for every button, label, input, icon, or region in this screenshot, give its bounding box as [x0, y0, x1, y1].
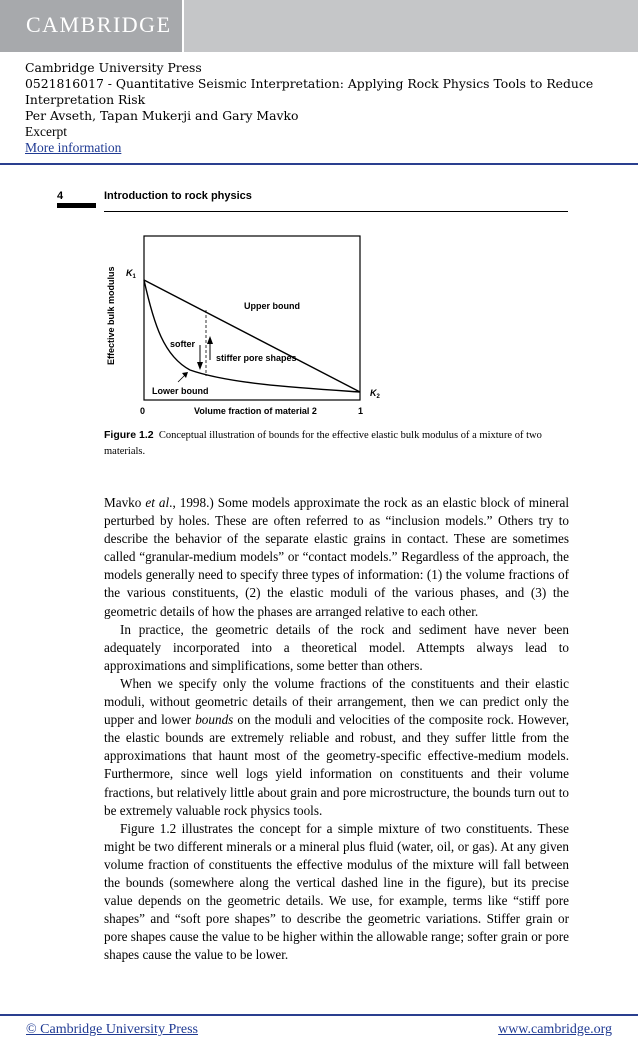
- x-tick-0: 0: [140, 406, 146, 416]
- excerpt-label: Excerpt: [25, 124, 67, 139]
- upper-bound-line: [144, 280, 360, 392]
- running-head: Introduction to rock physics: [104, 190, 252, 202]
- book-title-line2: Interpretation Risk: [25, 92, 146, 107]
- header-rule: [0, 163, 638, 165]
- page-number-bar: [57, 203, 96, 208]
- banner-divider: [182, 0, 184, 52]
- caption-text: Conceptual illustration of bounds for the effective elastic bulk modulus of a mixture of two materials.: [104, 430, 542, 457]
- publisher-name: Cambridge University Press: [25, 60, 202, 75]
- paragraph-1: Mavko et al., 1998.) Some models approximate the rock as an elastic block of mineral perturbed by holes. These are often referred to as “inclusion models.” Others try to describe the behavior of the separate elastic grains in contact. These are sometimes called “granular-medium models” or “contact models.” Regardless of the approach, the models generally need to specify three types of information: (1) the volume fractions of the various constituents, (2) the elastic moduli of the various phases, and (3) the geometric details of how the phases are arranged relative to each other.: [104, 495, 569, 619]
- copyright-link[interactable]: © Cambridge University Press: [26, 1022, 199, 1037]
- y-axis-label: Effective bulk modulus: [106, 266, 116, 365]
- figure-caption: [104, 427, 572, 460]
- paragraph-2: In practice, the geometric details of the rock and sediment have never been adequately incorporated into a theoretical model. Attempts always lead to approximations and simplifications, some better than others.: [104, 621, 569, 673]
- x-tick-1: 1: [358, 406, 364, 416]
- bounds-figure: [100, 230, 390, 420]
- paragraph-4: Figure 1.2 illustrates the concept for a simple mixture of two constituents. These might be two different minerals or a mineral plus fluid (water, oil, or gas). At any given volume fraction of constituents the effective modulus of the mixture will fall between the bounds (somewhere along the vertical dashed line in the figure), but its precise value depends on the geometric details. We use, for example, terms like “stiff pore shapes” and “soft pore shapes” to describe the geometric variations. Stiffer grain or pore shapes cause the value to be higher within the allowable range; softer grain or pore shapes cause the value to be lower.: [104, 820, 569, 963]
- softer-arrowhead: [197, 362, 203, 370]
- k2-label: $K_2$: [370, 388, 380, 400]
- body-text: [104, 494, 569, 964]
- cambridge-logo: CAMBRIDGE: [26, 12, 172, 37]
- lower-bound-label: Lower bound: [152, 386, 209, 396]
- upper-bound-label: Upper bound: [244, 301, 300, 311]
- caption-label: Figure 1.2: [104, 429, 154, 441]
- footer-rule: [0, 1014, 638, 1016]
- stiffer-arrowhead: [207, 336, 213, 344]
- x-axis-label: Volume fraction of material 2: [194, 406, 317, 416]
- paragraph-3: When we specify only the volume fractions of the constituents and their elastic moduli, without geometric details of their arrangement, then we can predict only the upper and lower bounds on the moduli and velocities of the composite rock. However, the elastic bounds are extremely reliable and robust, and they suffer little from the approximations that haunt most of the geometry-specific effective-medium models. Furthermore, since well logs yield information on constituents and their volume fractions, but relatively little about grain and pore microstructure, the bounds turn out to be extremely valuable rock physics tools.: [104, 675, 570, 818]
- book-title-line1: 0521816017 - Quantitative Seismic Interpretation: Applying Rock Physics Tools to Reduce: [25, 76, 594, 91]
- k1-label: $K_1$: [126, 268, 136, 280]
- running-head-rule: [104, 211, 568, 212]
- more-information-link[interactable]: More information: [25, 140, 122, 155]
- page-number: 4: [57, 190, 64, 202]
- banner-right-panel: [184, 0, 638, 52]
- stiffer-label: stiffer pore shapes: [216, 353, 297, 363]
- book-authors: Per Avseth, Tapan Mukerji and Gary Mavko: [25, 108, 299, 123]
- website-link[interactable]: www.cambridge.org: [498, 1022, 612, 1037]
- publisher-banner: [0, 0, 638, 52]
- softer-label: softer: [170, 339, 196, 349]
